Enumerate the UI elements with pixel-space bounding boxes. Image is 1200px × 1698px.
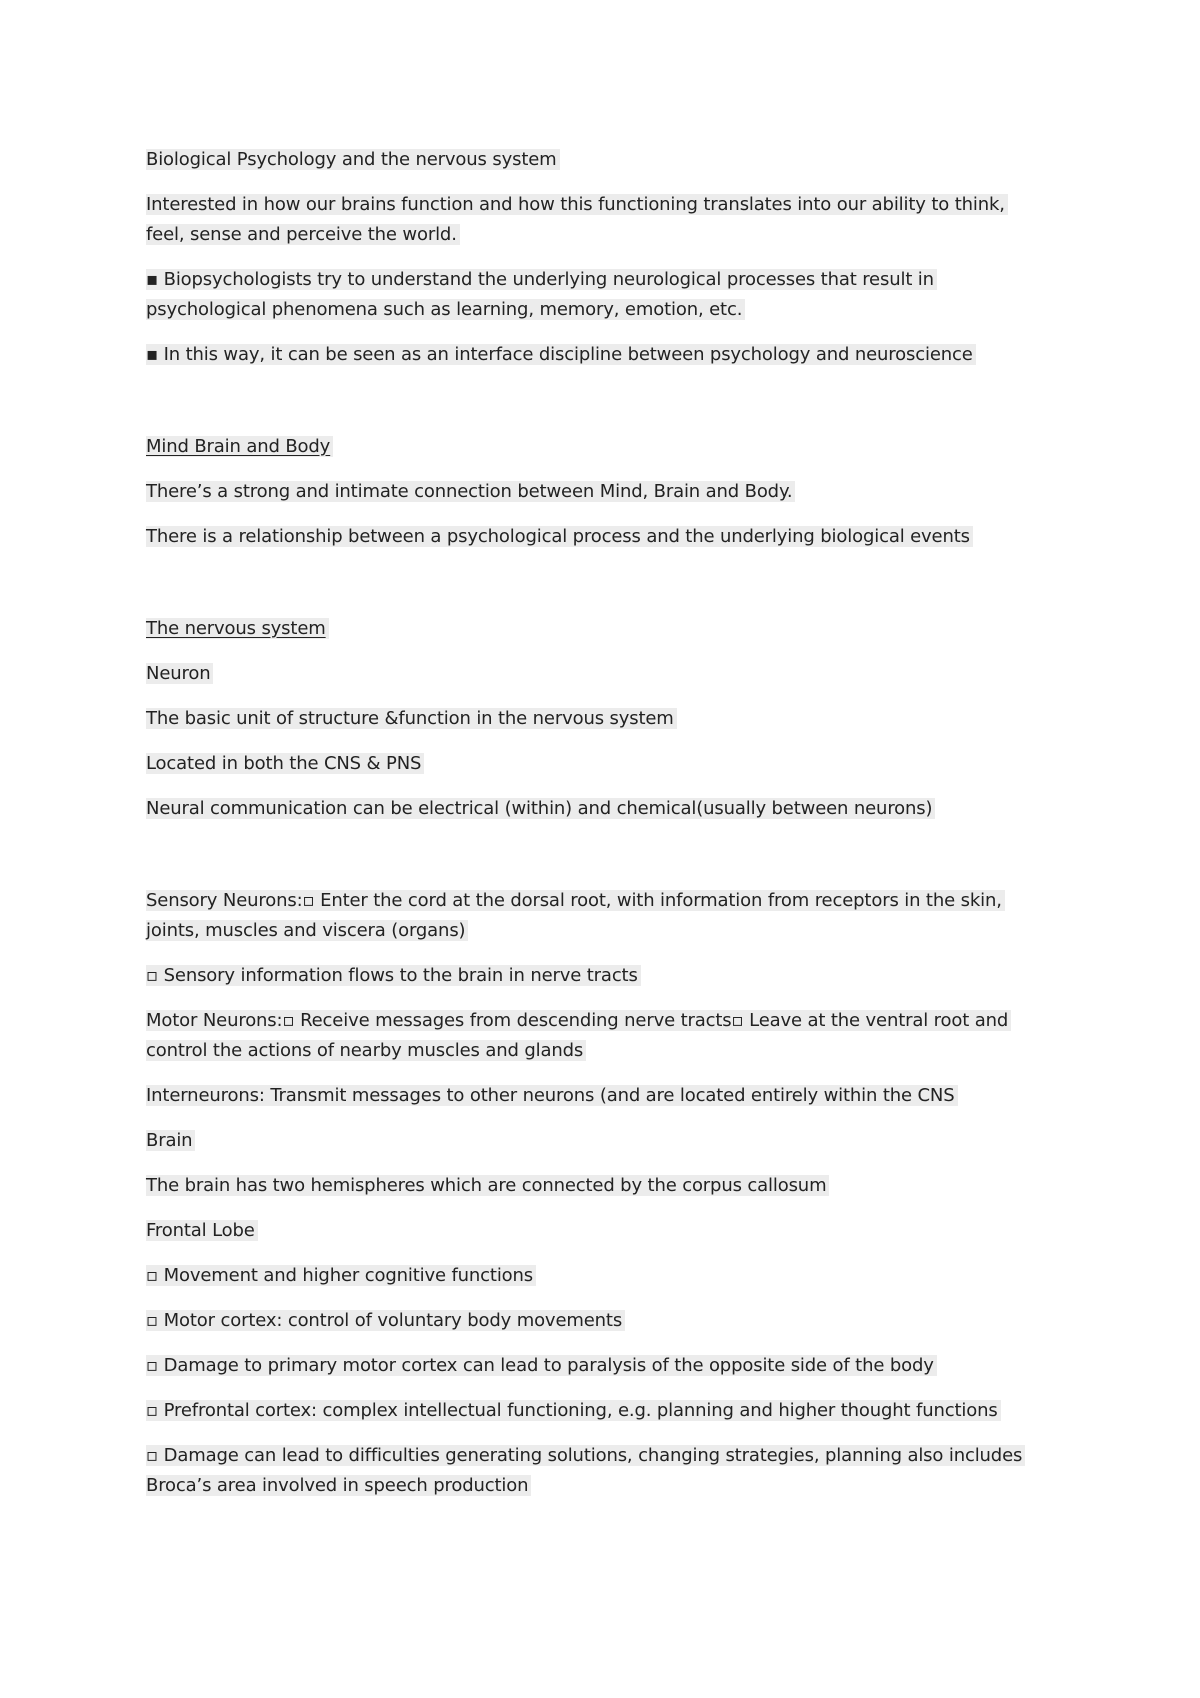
intro-paragraph: Interested in how our brains function and how this functioning translates into our ability to think, feel, sense and perceive the world. (146, 190, 1046, 250)
paragraph: Brain (146, 1126, 1046, 1156)
spacer (146, 385, 1046, 432)
document-page (146, 145, 1046, 1516)
paragraph: ▫ Prefrontal cortex: complex intellectual functioning, e.g. planning and higher thought functions (146, 1396, 1046, 1426)
paragraph: ▫ Movement and higher cognitive functions (146, 1261, 1046, 1291)
spacer (146, 839, 1046, 886)
paragraph: The basic unit of structure &function in the nervous system (146, 704, 1046, 734)
document-title: Biological Psychology and the nervous system (146, 145, 1046, 175)
paragraph: ▫ Damage can lead to difficulties generating solutions, changing strategies, planning also includes Broca’s area involved in speech production (146, 1441, 1046, 1501)
intro-bullet: ▪ Biopsychologists try to understand the underlying neurological processes that result in psychological phenomena such as learning, memory, emotion, etc. (146, 265, 1046, 325)
paragraph: Neuron (146, 659, 1046, 689)
paragraph: The brain has two hemispheres which are connected by the corpus callosum (146, 1171, 1046, 1201)
paragraph: Frontal Lobe (146, 1216, 1046, 1246)
section-heading-mind-brain-body: Mind Brain and Body (146, 432, 1046, 462)
paragraph: Located in both the CNS & PNS (146, 749, 1046, 779)
intro-bullet: ▪ In this way, it can be seen as an interface discipline between psychology and neuroscience (146, 340, 1046, 370)
section-heading-nervous-system: The nervous system (146, 614, 1046, 644)
paragraph: Sensory Neurons:▫ Enter the cord at the dorsal root, with information from receptors in the skin, joints, muscles and viscera (organs) (146, 886, 1046, 946)
paragraph: ▫ Motor cortex: control of voluntary body movements (146, 1306, 1046, 1336)
paragraph: Motor Neurons:▫ Receive messages from descending nerve tracts▫ Leave at the ventral root and control the actions of nearby muscles and glands (146, 1006, 1046, 1066)
paragraph: Neural communication can be electrical (within) and chemical(usually between neurons) (146, 794, 1046, 824)
paragraph: Interneurons: Transmit messages to other neurons (and are located entirely within the CNS (146, 1081, 1046, 1111)
spacer (146, 567, 1046, 614)
paragraph: There is a relationship between a psychological process and the underlying biological events (146, 522, 1046, 552)
paragraph: ▫ Damage to primary motor cortex can lead to paralysis of the opposite side of the body (146, 1351, 1046, 1381)
paragraph: There’s a strong and intimate connection between Mind, Brain and Body. (146, 477, 1046, 507)
paragraph: ▫ Sensory information flows to the brain in nerve tracts (146, 961, 1046, 991)
